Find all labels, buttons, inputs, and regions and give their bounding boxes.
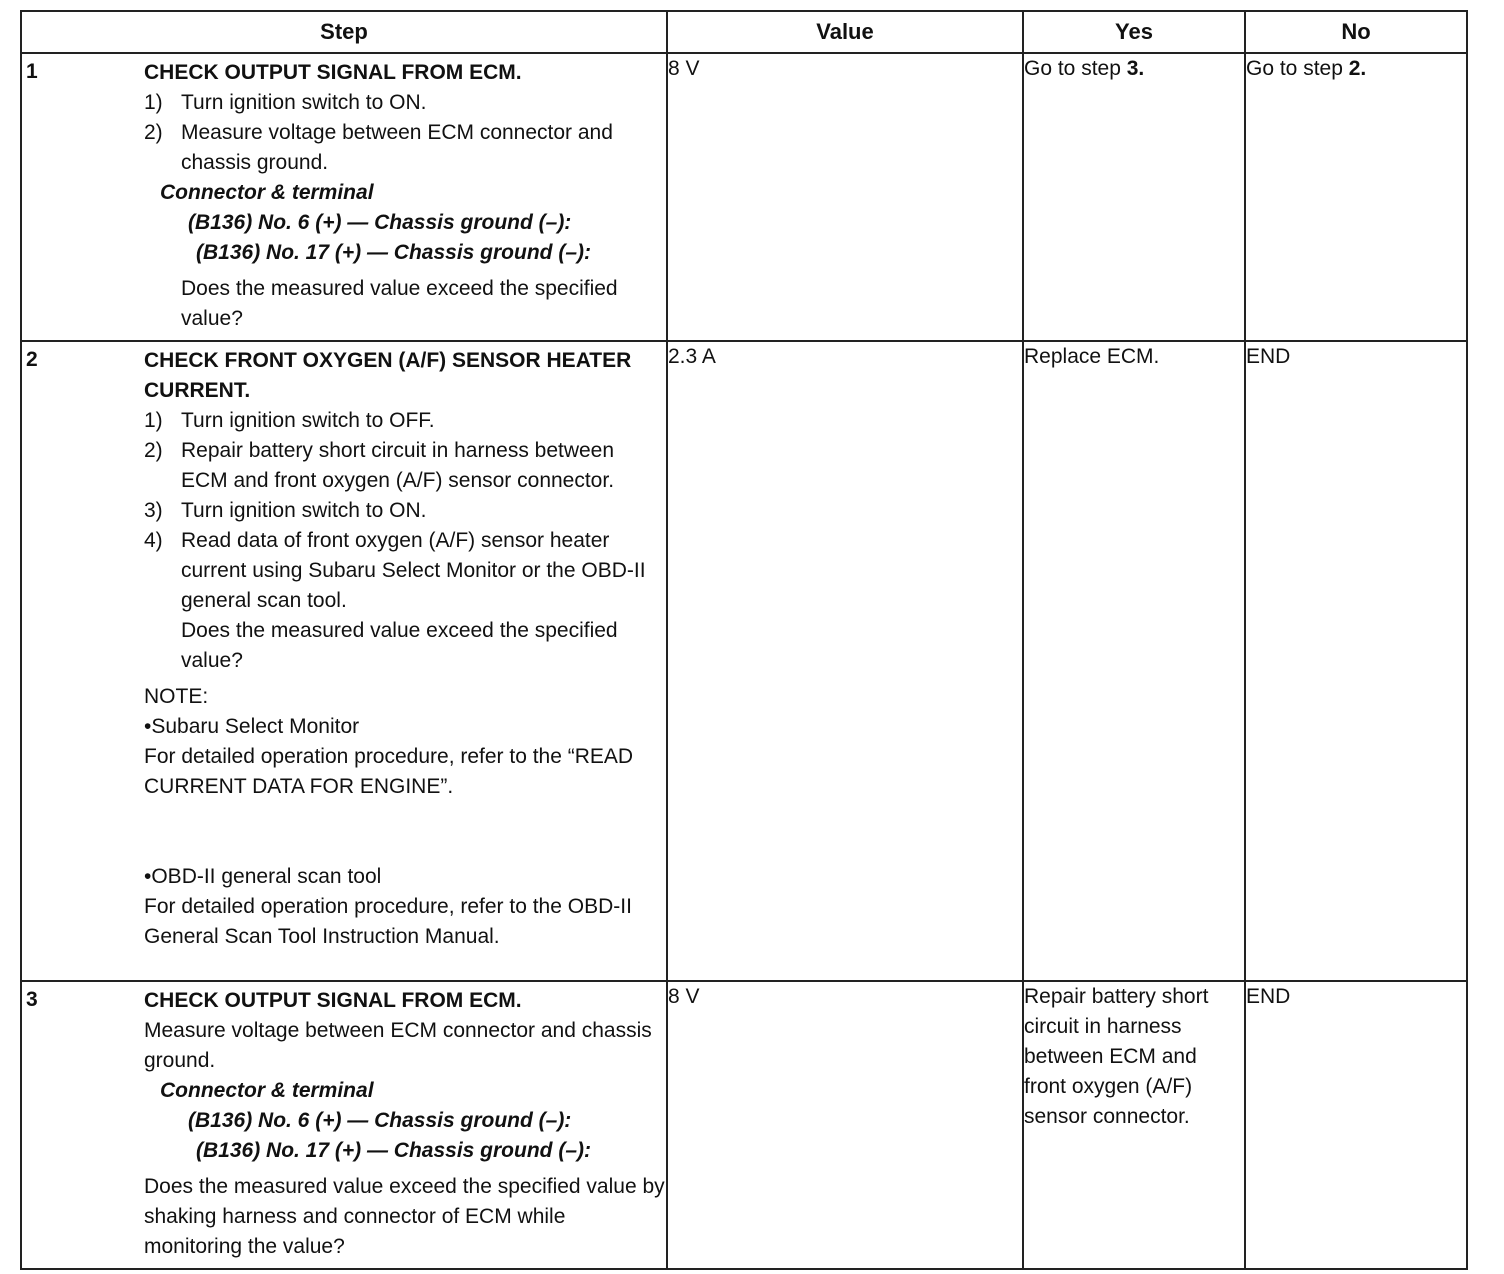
question-text: Does the measured value exceed the specified value? (181, 619, 618, 672)
connector-caption: Connector & terminal (160, 1079, 374, 1102)
connector-caption: Connector & terminal (160, 181, 374, 204)
list-item: Repair battery short circuit in harness between ECM and front oxygen (A/F) sensor connector. (181, 439, 615, 492)
step-ref: 2. (1348, 57, 1367, 80)
value-cell: 8 V (667, 981, 1023, 1269)
list-marker: 2) (144, 439, 163, 462)
terminal-spec: (B136) No. 6 (+) — Chassis ground (–): (188, 1109, 572, 1132)
table-row (21, 981, 1467, 1269)
step-cell (21, 341, 667, 981)
table-row (21, 53, 1467, 341)
question-text: Does the measured value exceed the specified value by shaking harness and connector of ECM while monitoring the value? (144, 1175, 665, 1258)
table-row (21, 341, 1467, 981)
list-item: Read data of front oxygen (A/F) sensor heater current using Subaru Select Monitor or the OBD-II general scan tool. (181, 529, 646, 612)
note-bullet: •OBD-II general scan tool (144, 865, 382, 888)
list-marker: 4) (144, 529, 163, 552)
list-item: Turn ignition switch to OFF. (181, 409, 435, 432)
no-cell: END (1245, 341, 1467, 981)
step-number: 2 (26, 348, 38, 371)
list-item: Turn ignition switch to ON. (181, 91, 427, 114)
list-item: Measure voltage between ECM connector and chassis ground. (181, 121, 613, 174)
step-number: 1 (26, 60, 38, 83)
diagnostic-table (20, 10, 1468, 1270)
step-number: 3 (26, 988, 38, 1011)
note-label: NOTE: (144, 685, 209, 708)
yes-cell: Repair battery short circuit in harness between ECM and front oxygen (A/F) sensor connector. (1023, 981, 1245, 1269)
note-text: For detailed operation procedure, refer to the OBD-II General Scan Tool Instruction Manual. (144, 895, 632, 948)
terminal-spec: (B136) No. 17 (+) — Chassis ground (–): (196, 241, 591, 264)
step-cell (21, 981, 667, 1269)
yes-cell: Replace ECM. (1023, 341, 1245, 981)
note-text: For detailed operation procedure, refer to the “READ CURRENT DATA FOR ENGINE”. (144, 745, 634, 798)
list-marker: 1) (144, 91, 163, 114)
list-marker: 2) (144, 121, 163, 144)
step-ref: 3. (1126, 57, 1145, 80)
header-yes: Yes (1023, 11, 1245, 53)
header-value: Value (667, 11, 1023, 53)
step-title: CHECK OUTPUT SIGNAL FROM ECM. (144, 61, 522, 84)
step-cell (21, 53, 667, 341)
yes-cell: Go to step 3. (1023, 53, 1245, 341)
step-title: CHECK OUTPUT SIGNAL FROM ECM. (144, 989, 522, 1012)
no-cell: END (1245, 981, 1467, 1269)
no-cell: Go to step 2. (1245, 53, 1467, 341)
list-marker: 3) (144, 499, 163, 522)
terminal-spec: (B136) No. 6 (+) — Chassis ground (–): (188, 211, 572, 234)
value-cell: 8 V (667, 53, 1023, 341)
value-cell: 2.3 A (667, 341, 1023, 981)
note-bullet: •Subaru Select Monitor (144, 715, 360, 738)
terminal-spec: (B136) No. 17 (+) — Chassis ground (–): (196, 1139, 591, 1162)
header-step: Step (21, 11, 667, 53)
intro-text: Measure voltage between ECM connector and chassis ground. (144, 1019, 652, 1072)
list-item: Turn ignition switch to ON. (181, 499, 427, 522)
list-marker: 1) (144, 409, 163, 432)
header-row (21, 11, 1467, 53)
step-title: CHECK FRONT OXYGEN (A/F) SENSOR HEATER CURRENT. (144, 349, 632, 402)
header-no: No (1245, 11, 1467, 53)
question-text: Does the measured value exceed the specified value? (181, 277, 618, 330)
